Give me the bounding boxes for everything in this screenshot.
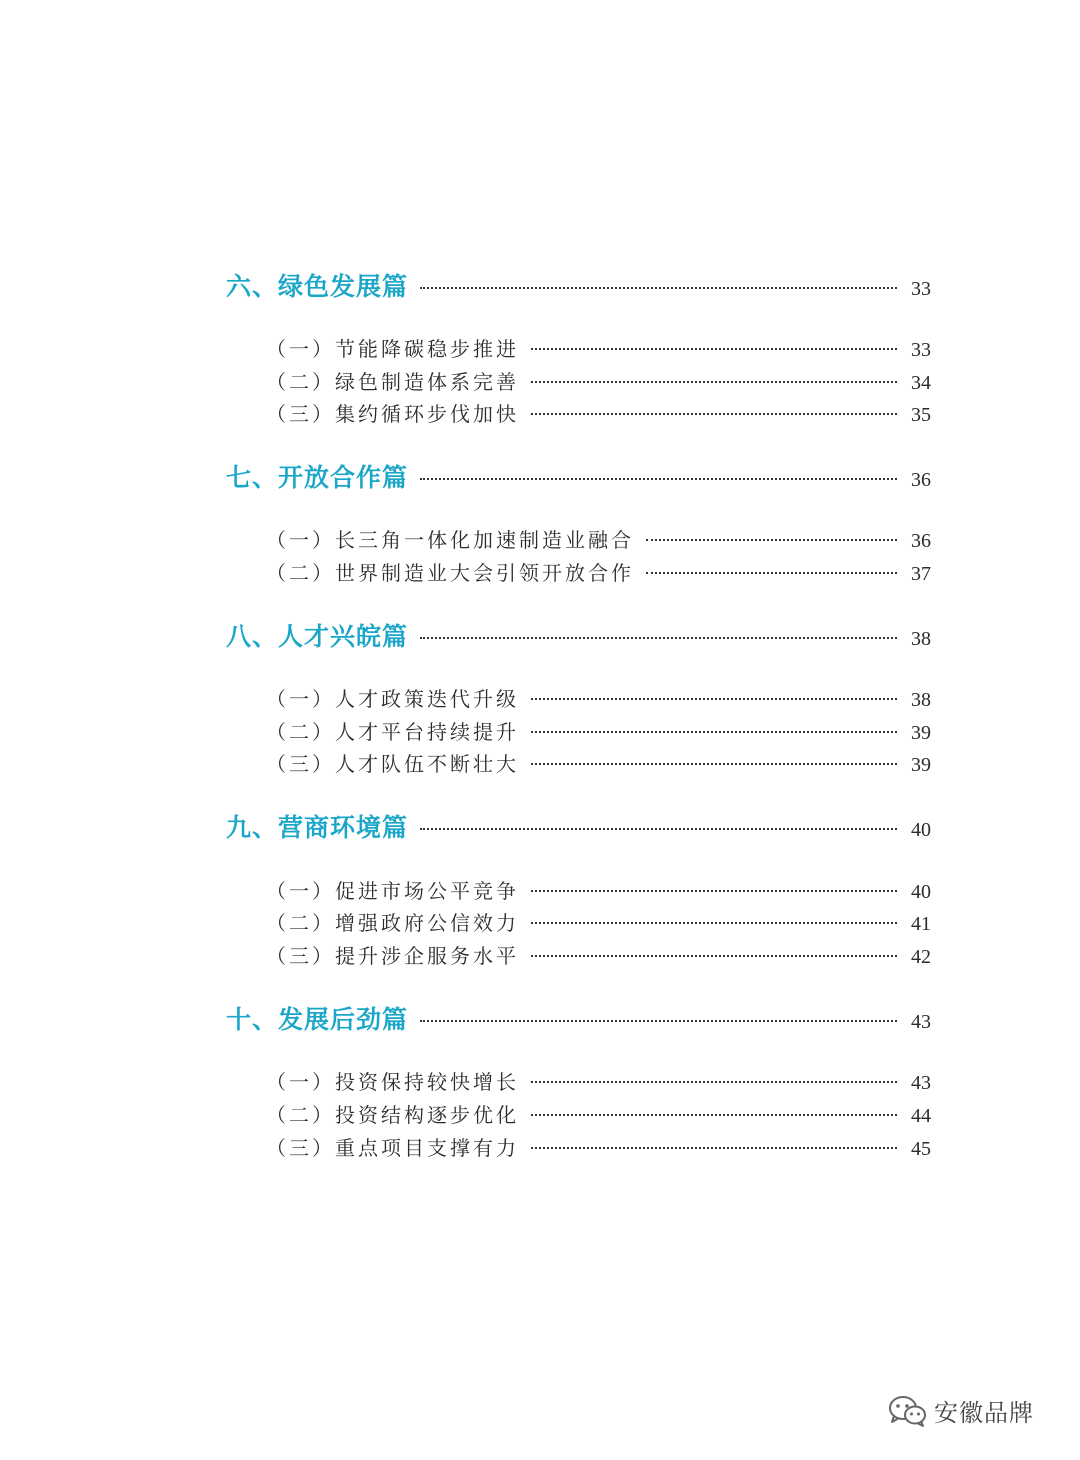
dot-leader — [531, 1114, 897, 1116]
dot-leader — [646, 572, 897, 574]
toc-item[interactable] — [266, 333, 931, 362]
page-number: 45 — [911, 1138, 931, 1160]
watermark-text: 安徽品牌 — [934, 1399, 1034, 1427]
item-title: （一）节能降碳稳步推进 — [266, 337, 519, 361]
toc-item[interactable] — [266, 716, 931, 745]
section-title: 七、开放合作篇 — [226, 463, 409, 492]
dot-leader — [420, 637, 897, 639]
toc-item[interactable] — [266, 748, 931, 777]
page-number: 38 — [911, 628, 931, 650]
toc-item[interactable] — [266, 875, 931, 904]
dot-leader — [531, 698, 897, 700]
item-title: （一）投资保持较快增长 — [266, 1070, 519, 1094]
page-number: 43 — [911, 1072, 931, 1094]
dot-leader — [420, 287, 897, 289]
toc-item[interactable] — [266, 1066, 931, 1095]
toc-item[interactable] — [266, 940, 931, 969]
item-title: （二）投资结构逐步优化 — [266, 1103, 519, 1127]
item-title: （二）增强政府公信效力 — [266, 911, 519, 935]
dot-leader — [531, 348, 897, 350]
dot-leader — [531, 1147, 897, 1149]
page-number: 40 — [911, 881, 931, 903]
dot-leader — [531, 381, 897, 383]
dot-leader — [531, 731, 897, 733]
page-number: 44 — [911, 1105, 931, 1127]
dot-leader — [420, 828, 897, 830]
toc-item[interactable] — [266, 524, 931, 553]
item-title: （三）重点项目支撑有力 — [266, 1136, 519, 1160]
item-title: （二）人才平台持续提升 — [266, 720, 519, 744]
page-number: 36 — [911, 530, 931, 552]
page-number: 42 — [911, 946, 931, 968]
dot-leader — [420, 478, 897, 480]
toc-item[interactable] — [266, 1132, 931, 1161]
dot-leader — [531, 890, 897, 892]
item-title: （一）人才政策迭代升级 — [266, 687, 519, 711]
item-title: （三）人才队伍不断壮大 — [266, 752, 519, 776]
dot-leader — [531, 955, 897, 957]
wechat-icon — [888, 1394, 928, 1428]
page-number: 34 — [911, 372, 931, 394]
toc-section-9[interactable] — [226, 808, 931, 844]
page-number: 39 — [911, 754, 931, 776]
toc-item[interactable] — [266, 366, 931, 395]
toc-item[interactable] — [266, 907, 931, 936]
page-number: 39 — [911, 722, 931, 744]
dot-leader — [531, 922, 897, 924]
toc-section-8[interactable] — [226, 617, 931, 653]
toc-item[interactable] — [266, 1099, 931, 1128]
toc-section-7[interactable] — [226, 458, 931, 494]
item-title: （二）绿色制造体系完善 — [266, 370, 519, 394]
page-number: 38 — [911, 689, 931, 711]
item-title: （三）集约循环步伐加快 — [266, 402, 519, 426]
page-number: 35 — [911, 404, 931, 426]
section-title: 六、绿色发展篇 — [226, 272, 409, 301]
toc-item[interactable] — [266, 683, 931, 712]
dot-leader — [646, 539, 897, 541]
toc-item[interactable] — [266, 398, 931, 427]
toc-section-6[interactable] — [226, 267, 931, 303]
page-number: 33 — [911, 278, 931, 300]
toc-section-10[interactable] — [226, 1000, 931, 1036]
item-title: （一）长三角一体化加速制造业融合 — [266, 528, 634, 552]
page-number: 33 — [911, 339, 931, 361]
page-number: 36 — [911, 469, 931, 491]
dot-leader — [420, 1020, 897, 1022]
section-title: 十、发展后劲篇 — [226, 1005, 409, 1034]
section-title: 九、营商环境篇 — [226, 813, 409, 842]
toc-item[interactable] — [266, 557, 931, 586]
dot-leader — [531, 1081, 897, 1083]
dot-leader — [531, 763, 897, 765]
page-number: 41 — [911, 913, 931, 935]
item-title: （三）提升涉企服务水平 — [266, 944, 519, 968]
page-number: 43 — [911, 1011, 931, 1033]
page-number: 37 — [911, 563, 931, 585]
item-title: （一）促进市场公平竞争 — [266, 879, 519, 903]
section-title: 八、人才兴皖篇 — [226, 622, 409, 651]
watermark — [888, 1393, 1034, 1428]
dot-leader — [531, 413, 897, 415]
item-title: （二）世界制造业大会引领开放合作 — [266, 561, 634, 585]
page-number: 40 — [911, 819, 931, 841]
